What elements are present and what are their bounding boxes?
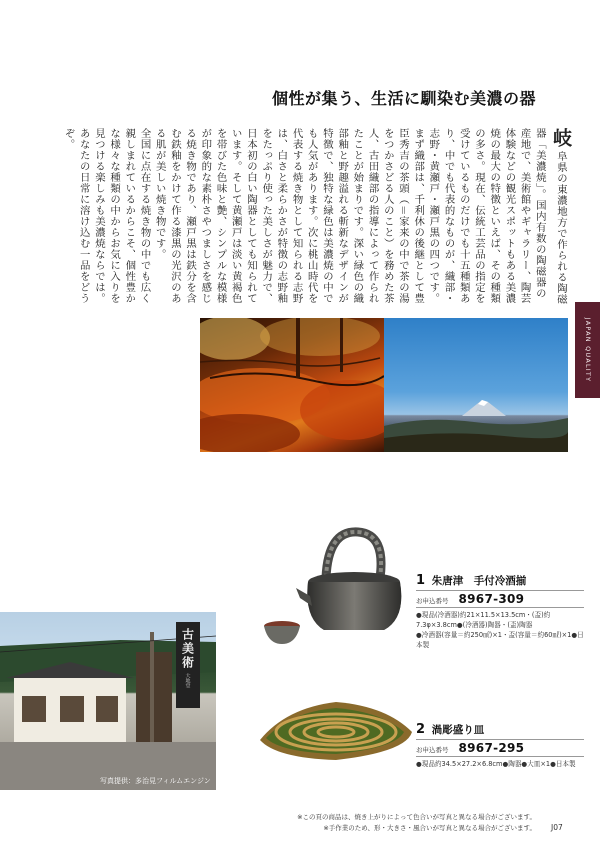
article-paragraph-3: 全国に点在する焼き物の中でも広く親しまれているからこそ、個性豊かな様々な種類の中からお気に入りを見つける楽しみも美濃焼ならでは。あなたの日常に溶け込む一品をどうぞ。 xyxy=(62,128,151,304)
distant-mountain-photo xyxy=(384,318,568,452)
product-1-details xyxy=(416,573,588,650)
footnote-1: ※この頁の商品は、焼き上がりによって色合いが写真と異なる場合がございます。 xyxy=(297,813,536,821)
sake-set-image xyxy=(258,520,418,650)
product-2-order-row xyxy=(416,739,584,757)
order-label: お申込番号 xyxy=(416,597,449,605)
page-number: J07 xyxy=(551,823,563,832)
footnotes xyxy=(297,812,536,834)
article-paragraph xyxy=(425,128,572,308)
product-2-number: 2 xyxy=(416,722,426,737)
shop-sign-subtext: 大地堂 xyxy=(184,673,191,688)
japan-quality-tab xyxy=(575,302,600,398)
article-paragraph-1: 阜県の東濃地方で作られる陶磁器「美濃焼」。国内有数の陶磁器の産地で、美術館やギャラリー、陶芸体験などの観光スポットもある美濃焼の最大の特徴といえば、その種類の多さ。現在、伝統工芸品の指定を受けているものだけでも十五種類あり、中でも代表的なものが、織部・志野・黄瀬戸・瀬戸黒の四つです。 xyxy=(427,128,567,305)
antique-shop-sign xyxy=(176,622,200,708)
product-2-order-number: 8967-295 xyxy=(458,741,525,755)
product-1-title xyxy=(416,573,588,588)
product-1-spec-2: ●冷酒器(容量＝約250㎖)×1・盃(容量＝約60㎖)×1●日本製 xyxy=(416,631,584,649)
product-1-spec: ●現品(冷酒器)約21×11.5×13.5cm・(盃)約7.3φ×3.8cm●(冷酒器)陶器・(盃)陶器 xyxy=(416,611,551,629)
product-2-title xyxy=(416,722,588,737)
product-2-details xyxy=(416,722,588,769)
page-headline: 個性が集う、生活に馴染む美濃の器 xyxy=(272,89,537,108)
swirl-plate-image xyxy=(256,688,416,768)
product-1-order-number: 8967-309 xyxy=(458,592,525,606)
photo-credit: 写真提供：多治見フィルムエンジン xyxy=(100,777,211,785)
product-2-spec: ●現品約34.5×27.2×6.8cm●陶器●大皿×1●日本製 xyxy=(416,760,576,768)
shop-sign-text: 古美術 xyxy=(180,628,195,670)
autumn-leaves-photo xyxy=(200,318,384,452)
product-1-order-row xyxy=(416,590,584,608)
old-street-photo xyxy=(0,612,216,790)
product-1-number: 1 xyxy=(416,573,426,588)
product-2-name: 渦彫盛り皿 xyxy=(431,724,485,736)
footnote-2: ※手作業のため、形・大きさ・風合いが写真と異なる場合がございます。 xyxy=(323,824,536,832)
product-1-name: 朱唐津 手付冷酒揃 xyxy=(431,575,527,587)
side-tab-label: JAPAN QUALITY xyxy=(583,317,592,383)
article-body xyxy=(58,128,572,308)
article-initial: 岐 xyxy=(550,128,572,147)
order-label: お申込番号 xyxy=(416,746,449,754)
article-paragraph-2: まず織部は、千利休の後継として豊臣秀吉の茶頭（＝家来の中で茶の湯をつかさどる人のこと）を務めた茶人、古田織部の指導によって作られたことが始まりです。深い緑色の織部釉と野趣溢れる斬新なデザインが特徴で、独特な緑色は美濃焼の中でも人気があります。次に桃山時代を代表する焼き物として知られる志野は、白さと柔らかさが特徴の志野釉をたっぷり使った美しさが魅力で、日本初の白い陶器としても知られています。そして黄瀬戸は淡い黄褐色を帯びた色味と艶、シンプルな模様が印象的な素朴さやつましさを感じる焼き物であり、瀬戸黒は鉄分を含む鉄釉をかけて作る漆黒の光沢のある肌が美しい焼き物です。 xyxy=(153,128,425,304)
